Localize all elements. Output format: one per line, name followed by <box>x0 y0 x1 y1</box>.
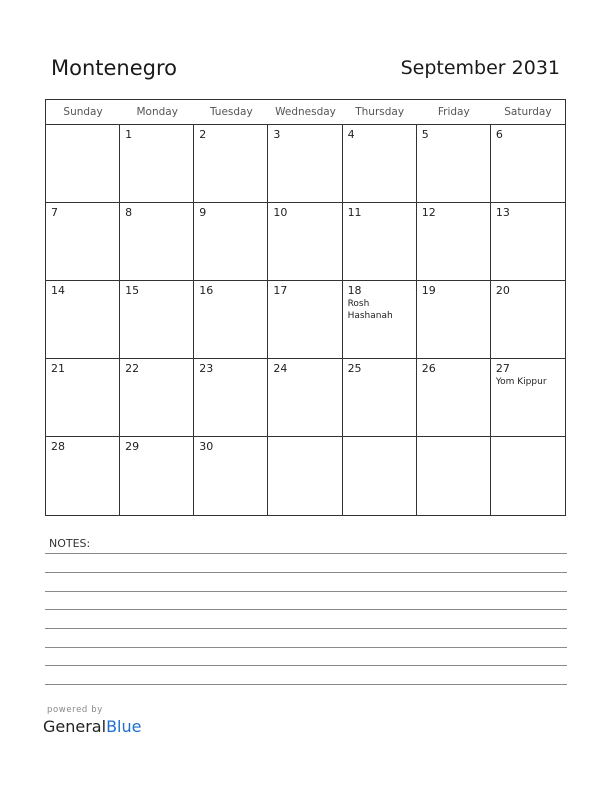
day-cell <box>46 359 120 437</box>
day-number: 16 <box>199 284 214 297</box>
day-cell <box>120 203 194 281</box>
note-line <box>45 609 567 610</box>
day-cell <box>268 281 342 359</box>
day-cell <box>46 125 120 203</box>
day-cell <box>268 125 342 203</box>
holiday-label: Rosh Hashanah <box>347 299 393 321</box>
day-cell <box>194 203 268 281</box>
day-number: 10 <box>273 206 288 219</box>
note-line <box>45 647 567 648</box>
day-cell <box>268 203 342 281</box>
weekday-header-row <box>46 100 565 125</box>
day-cell <box>417 203 491 281</box>
day-number: 6 <box>495 128 503 141</box>
day-number: 19 <box>421 284 436 297</box>
day-number: 7 <box>51 206 58 219</box>
day-number: 26 <box>421 362 436 375</box>
day-number: 17 <box>273 284 288 297</box>
day-number: 11 <box>347 206 362 219</box>
day-cell <box>491 437 565 515</box>
holiday-label: Yom Kippur <box>495 377 547 387</box>
day-cell <box>343 281 417 359</box>
day-number: 2 <box>199 128 207 141</box>
note-line <box>45 591 567 592</box>
day-cell <box>417 437 491 515</box>
day-cell <box>417 281 491 359</box>
weekday-saturday: Saturday <box>504 106 552 118</box>
day-cell <box>194 281 268 359</box>
day-cell <box>268 437 342 515</box>
day-number: 30 <box>199 440 214 453</box>
month-title: September 2031 <box>400 57 560 79</box>
day-cell <box>417 125 491 203</box>
brand-blue: Blue <box>106 717 142 736</box>
day-cell <box>194 125 268 203</box>
day-number: 29 <box>125 440 140 453</box>
day-cell <box>268 359 342 437</box>
day-cell <box>491 359 565 437</box>
note-line <box>45 684 567 685</box>
weekday-monday: Monday <box>136 106 178 118</box>
day-cell <box>491 203 565 281</box>
day-number: 20 <box>495 284 510 297</box>
day-number: 1 <box>125 128 133 141</box>
day-number: 18 <box>347 284 362 297</box>
note-line <box>45 628 567 629</box>
day-cell <box>120 125 194 203</box>
note-line <box>45 553 567 554</box>
day-cell <box>46 203 120 281</box>
day-cell <box>343 437 417 515</box>
day-cell <box>343 359 417 437</box>
day-number: 23 <box>199 362 214 375</box>
powered-by-text: powered by <box>47 705 103 715</box>
day-number: 5 <box>421 128 429 141</box>
day-cell <box>120 437 194 515</box>
weekday-tuesday: Tuesday <box>209 106 253 118</box>
note-line <box>45 572 567 573</box>
day-number: 21 <box>51 362 65 375</box>
day-number: 28 <box>51 440 65 453</box>
day-number: 12 <box>421 206 436 219</box>
generalblue-logo <box>43 717 141 736</box>
weekday-sunday: Sunday <box>63 106 103 118</box>
day-number: 13 <box>495 206 510 219</box>
day-number: 14 <box>51 284 65 297</box>
day-cell <box>194 359 268 437</box>
day-number: 3 <box>273 128 281 141</box>
country-title: Montenegro <box>51 56 178 80</box>
day-number: 9 <box>199 206 207 219</box>
weekday-friday: Friday <box>437 106 470 118</box>
calendar-weeks <box>46 125 565 515</box>
day-cell <box>491 125 565 203</box>
notes-label: NOTES: <box>49 537 91 550</box>
day-cell <box>343 203 417 281</box>
day-number: 27 <box>495 362 510 375</box>
day-cell <box>417 359 491 437</box>
day-number: 22 <box>125 362 140 375</box>
day-number: 8 <box>125 206 133 219</box>
day-cell <box>46 281 120 359</box>
weekday-wednesday: Wednesday <box>275 106 336 118</box>
day-cell <box>46 437 120 515</box>
day-number: 4 <box>347 128 355 141</box>
day-cell <box>120 359 194 437</box>
day-cell <box>194 437 268 515</box>
weekday-thursday: Thursday <box>355 106 405 118</box>
day-number: 24 <box>273 362 288 375</box>
note-line <box>45 665 567 666</box>
day-cell <box>343 125 417 203</box>
day-number: 15 <box>125 284 140 297</box>
day-cell <box>120 281 194 359</box>
brand-general: General <box>43 717 107 736</box>
calendar-grid <box>45 99 566 516</box>
day-cell <box>491 281 565 359</box>
day-number: 25 <box>347 362 362 375</box>
